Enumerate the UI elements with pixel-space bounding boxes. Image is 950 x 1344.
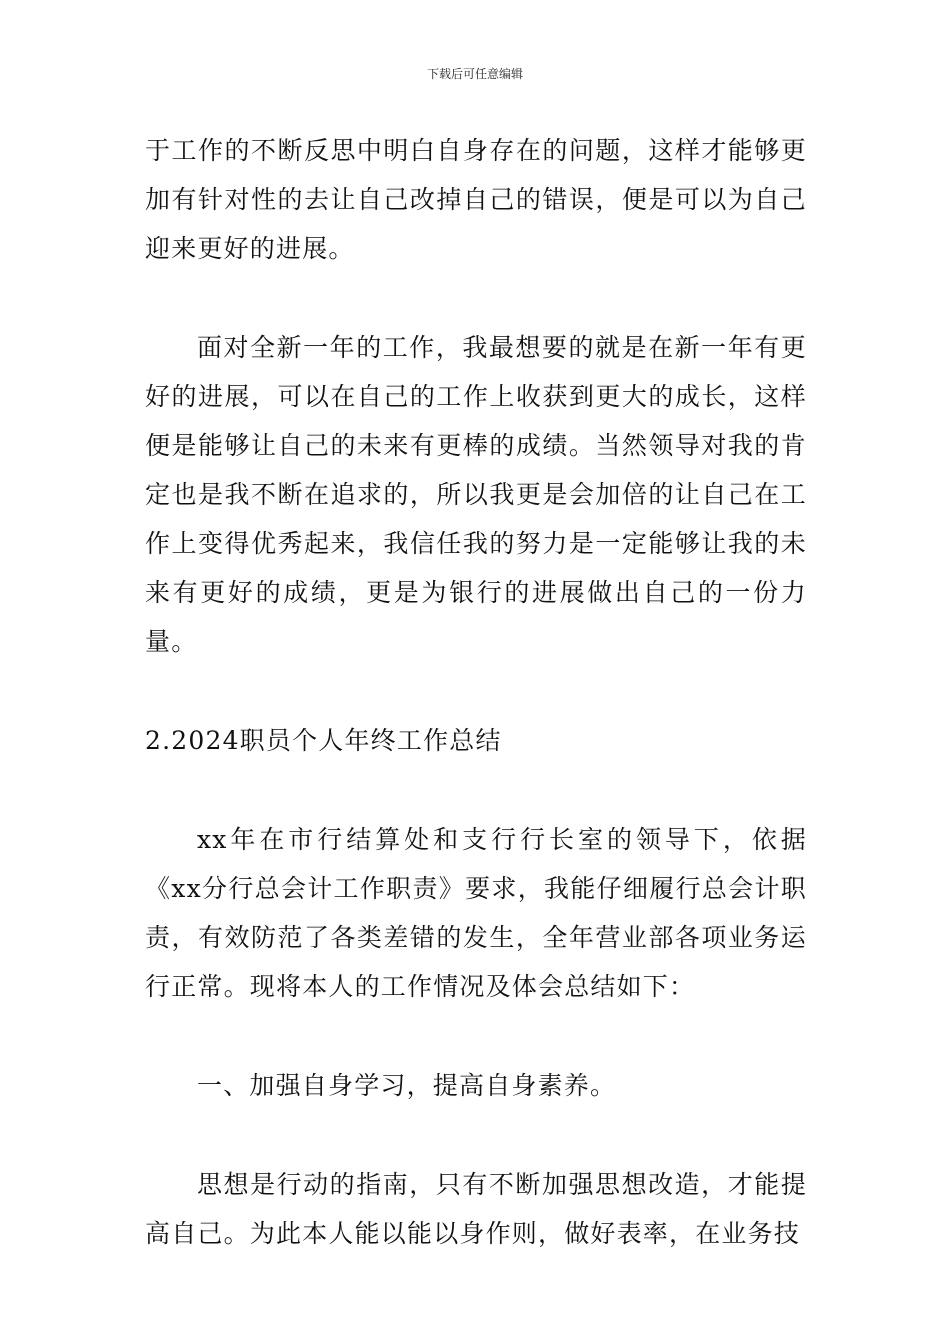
document-body [145,126,807,1258]
paragraph-2: 面对全新一年的工作，我最想要的就是在新一年有更好的进展，可以在自己的工作上收获到更大的成长，这样便是能够让自己的未来有更棒的成绩。当然领导对我的肯定也是我不断在追求的，所以我更是会加倍的让自己在工作上变得优秀起来，我信任我的努力是一定能够让我的未来有更好的成绩，更是为银行的进展做出自己的一份力量。 [145,333,807,656]
paragraph-gap [145,1110,807,1160]
paragraph-gap [145,1011,807,1061]
paragraph-3: xx年在市行结算处和支行行长室的领导下，依据《xx分行总会计工作职责》要求，我能仔细履行总会计职责，有效防范了各类差错的发生，全年营业部各项业务运行正常。现将本人的工作情况及体会总结如下： [145,825,807,1001]
paragraph-1: 于工作的不断反思中明白自身存在的问题，这样才能够更加有针对性的去让自己改掉自己的错误，便是可以为自己迎来更好的进展。 [145,136,807,263]
paragraph-gap [145,666,807,716]
paragraph-5: 思想是行动的指南，只有不断加强思想改造，才能提高自己。为此本人能以能以身作则，做好表率，在业务技 [145,1170,807,1248]
paragraph-gap [145,273,807,323]
page-header-note: 下载后可任意编辑 [426,67,523,81]
subheading-1: 一、加强自身学习，提高自身素养。 [197,1071,617,1100]
section-heading: 2.2024职员个人年终工作总结 [145,726,502,755]
paragraph-gap [145,765,807,815]
